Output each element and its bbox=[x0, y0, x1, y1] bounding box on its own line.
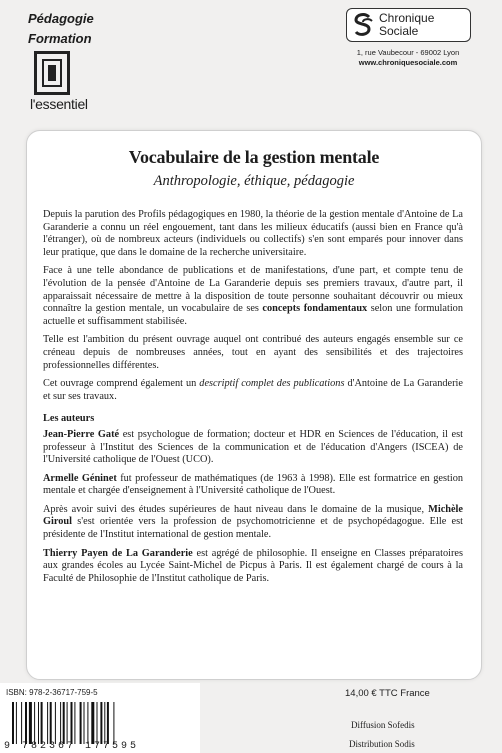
paragraph-1: Depuis la parution des Profils pédagogiques en 1980, la théorie de la gestion mentale d'Antoine de La Garanderie a connu un réel engouement, tant dans les milieux éducatifs (aussi bien en France qu'à l'étranger), où de nombreux acteurs (individuels ou collectifs) s'en sont emparés pour innover dans leur pratique, que dans le domaine de la recherche universitaire. bbox=[43, 209, 463, 258]
chronique-sociale-logo-icon bbox=[351, 12, 375, 38]
paragraph-4: Cet ouvrage comprend également un descriptif complet des publications d'Antoine de La Garanderie et sur ses travaux. bbox=[43, 378, 463, 402]
book-title: Vocabulaire de la gestion mentale bbox=[128, 147, 380, 167]
book-subtitle: Anthropologie, éthique, pédagogie bbox=[153, 173, 355, 189]
author-1: Jean-Pierre Gaté est psychologue de formation; docteur et HDR en Sciences de l'éducation, il est professeur à l'Institut des Sciences de la communication et de l'éducation d'Angers (ISCEA) de l'Université catholique de l'Ouest (UCO). bbox=[43, 428, 463, 466]
author-4: Thierry Payen de La Garanderie est agrégé de philosophie. Il enseigne en Classes préparatoires aux grandes écoles au Lycée Saint-Michel de Picpus à Paris. Il est également chargé de cours à la Faculté de Philosophie de l'Institut catholique de Paris. bbox=[43, 547, 463, 584]
barcode-icon bbox=[10, 702, 160, 744]
series-label bbox=[28, 9, 94, 49]
publisher-name-line-1: Chronique bbox=[379, 11, 435, 25]
publisher-street: 1, rue Vaubecour - 69002 Lyon bbox=[356, 48, 460, 57]
series-line-2: Formation bbox=[28, 31, 92, 46]
series-line-1: Pédagogie bbox=[28, 11, 94, 26]
publisher-website: www.chroniquesociale.com bbox=[358, 58, 458, 67]
barcode-digits: 9 782367 177595 bbox=[4, 741, 140, 752]
price: 14,00 € TTC France bbox=[345, 688, 430, 699]
description-panel bbox=[26, 130, 482, 680]
diffusion: Diffusion Sofedis bbox=[351, 720, 415, 730]
distribution: Distribution Sodis bbox=[349, 739, 415, 749]
publisher-address bbox=[338, 48, 478, 68]
publisher-name-line-2: Sociale bbox=[379, 24, 419, 38]
author-3: Après avoir suivi des études supérieures de haut niveau dans le domaine de la musique, Michèle Giroul s'est orientée vers la profession de psychomotricienne et de psychopédagogue. Elle est présidente de l'Institut international de gestion mentale. bbox=[43, 503, 463, 541]
essentiel-logo-icon bbox=[34, 51, 70, 95]
authors-heading: Les auteurs bbox=[43, 413, 95, 425]
isbn: ISBN: 978-2-36717-759-5 bbox=[6, 688, 98, 697]
paragraph-2: Face à une telle abondance de publications et de manifestations, d'une part, et compte tenu de l'évolution de la pensée d'Antoine de La Garanderie depuis ses premiers travaux, d'autre part, il apparaissait nécessaire de mettre à la disposition de toute personne souhaitant découvrir ou mieux connaître la gestion mentale, un vocabulaire de ses concepts fondamentaux selon une formulation actuelle et suffisamment stabilisée. bbox=[43, 265, 463, 327]
collection-name: l'essentiel bbox=[30, 96, 88, 112]
book-description bbox=[43, 209, 463, 591]
author-2: Armelle Géninet fut professeur de mathématiques (de 1963 à 1998). Elle est formatrice en gestion mentale et chargée d'enseignement à l'Université catholique de l'Ouest. bbox=[43, 472, 463, 497]
paragraph-3: Telle est l'ambition du présent ouvrage auquel ont contribué des auteurs engagés ensemble sur ce créneau depuis de nombreuses années, tout en ayant des sensibilités et des trajectoires professionnelles différentes. bbox=[43, 334, 463, 371]
publisher-logo bbox=[346, 8, 471, 42]
